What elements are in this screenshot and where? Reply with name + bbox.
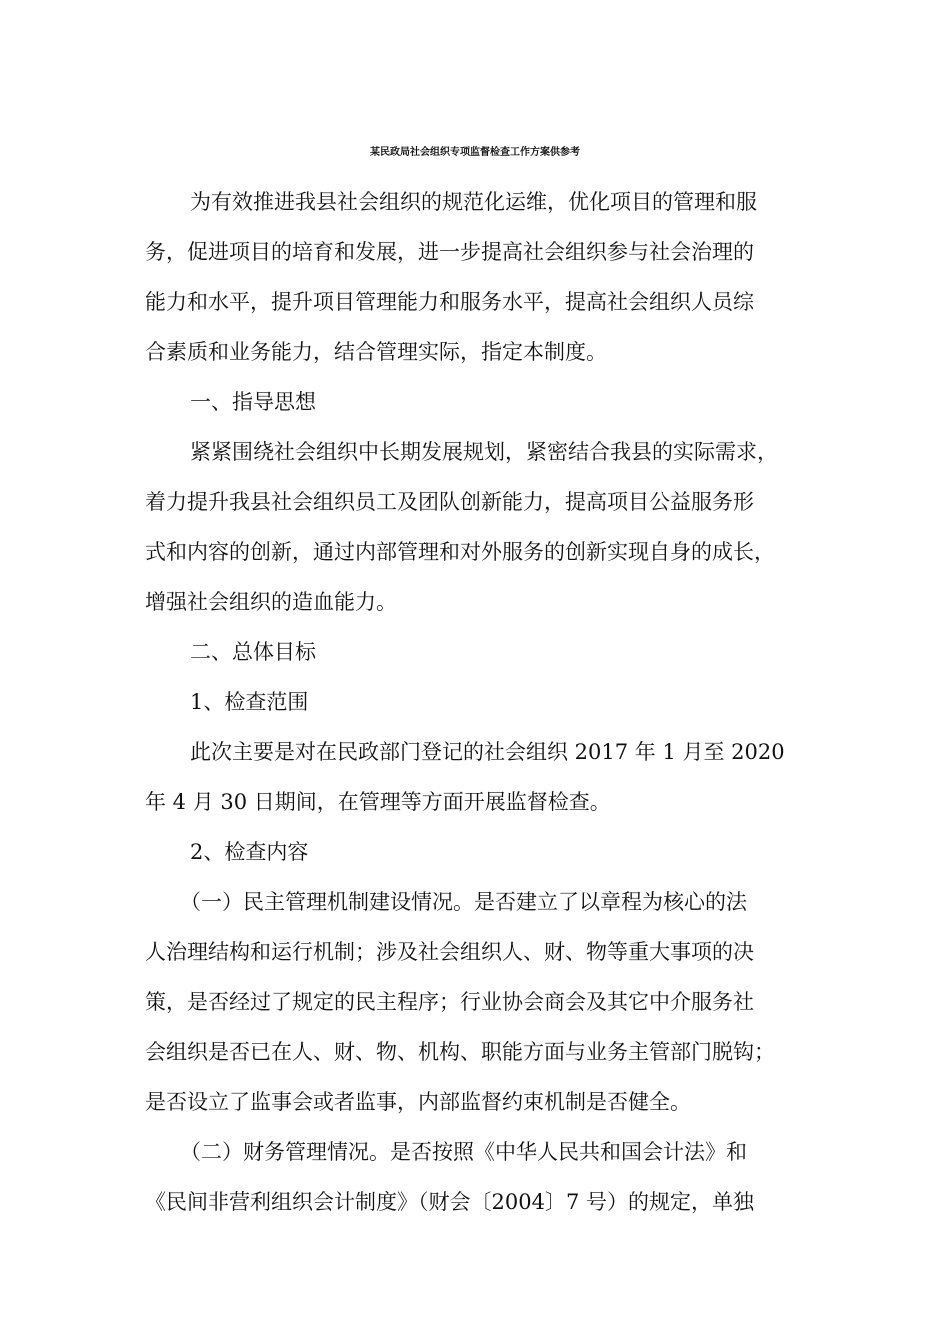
body-line: （二）财务管理情况。是否按照《中华人民共和国会计法》和 bbox=[180, 1140, 747, 1164]
body-line: 为有效推进我县社会组织的规范化运维，优化项目的管理和服 bbox=[190, 190, 757, 214]
body-line: 《民间非营利组织会计制度》（财会〔2004〕7 号）的规定，单独 bbox=[145, 1190, 754, 1214]
body-line: 此次主要是对在民政部门登记的社会组织 2017 年 1 月至 2020 bbox=[190, 740, 785, 764]
document-title: 某民政局社会组织专项监督检查工作方案供参考 bbox=[370, 147, 580, 158]
section-heading: 二、总体目标 bbox=[190, 640, 316, 664]
body-line: 策，是否经过了规定的民主程序；行业协会商会及其它中介服务社 bbox=[145, 990, 754, 1014]
body-line: 是否设立了监事会或者监事，内部监督约束机制是否健全。 bbox=[145, 1090, 691, 1114]
body-line: （一）民主管理机制建设情况。是否建立了以章程为核心的法 bbox=[180, 890, 747, 914]
subsection-heading: 1、检查范围 bbox=[190, 690, 309, 714]
section-heading: 一、指导思想 bbox=[190, 390, 316, 414]
body-line: 增强社会组织的造血能力。 bbox=[145, 590, 397, 614]
body-line: 着力提升我县社会组织员工及团队创新能力，提高项目公益服务形 bbox=[145, 490, 754, 514]
body-line: 年 4 月 30 日期间，在管理等方面开展监督检查。 bbox=[145, 790, 611, 814]
body-line: 人治理结构和运行机制；涉及社会组织人、财、物等重大事项的决 bbox=[145, 940, 754, 964]
body-line: 务，促进项目的培育和发展，进一步提高社会组织参与社会治理的 bbox=[145, 240, 754, 264]
body-line: 式和内容的创新，通过内部管理和对外服务的创新实现自身的成长， bbox=[145, 540, 775, 564]
subsection-heading: 2、检查内容 bbox=[190, 840, 309, 864]
body-line: 紧紧围绕社会组织中长期发展规划，紧密结合我县的实际需求， bbox=[190, 440, 778, 464]
body-line: 能力和水平，提升项目管理能力和服务水平，提高社会组织人员综 bbox=[145, 290, 754, 314]
body-line: 会组织是否已在人、财、物、机构、职能方面与业务主管部门脱钩； bbox=[145, 1040, 775, 1064]
body-line: 合素质和业务能力，结合管理实际，指定本制度。 bbox=[145, 340, 607, 364]
